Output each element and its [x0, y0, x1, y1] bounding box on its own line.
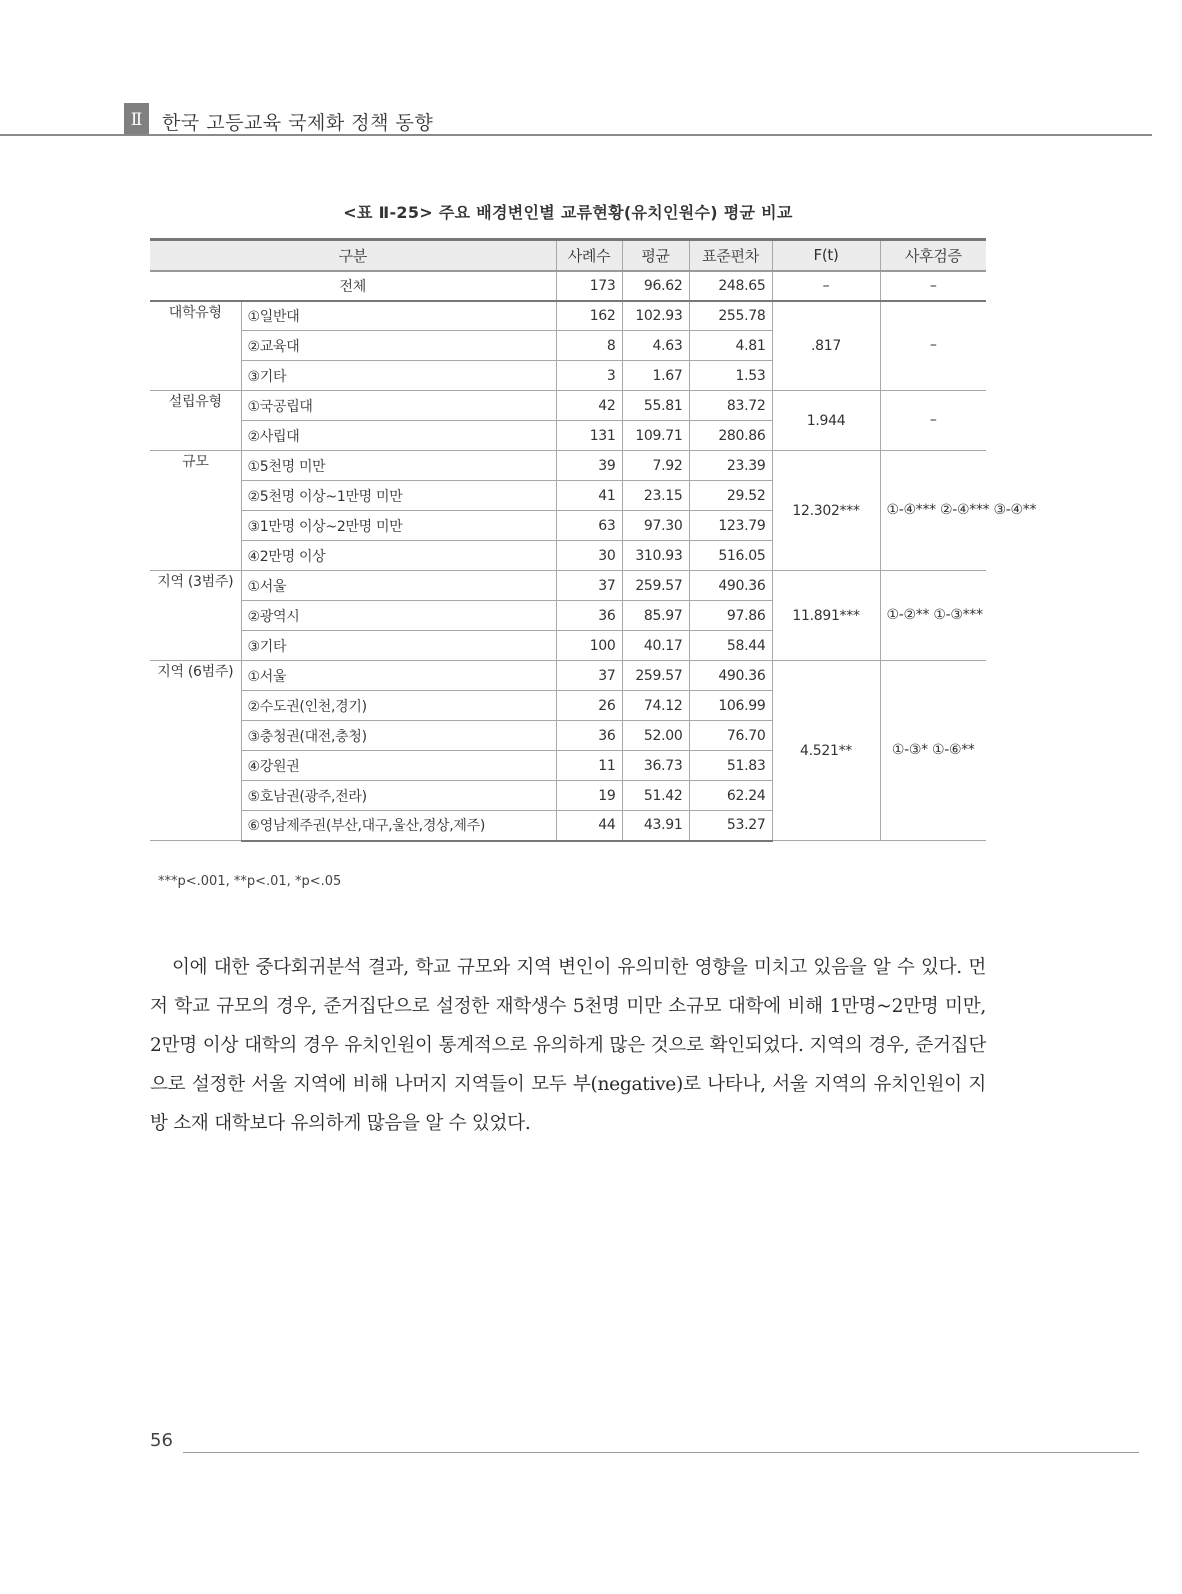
column-header-mean: 평균: [622, 240, 689, 271]
cell-f-value: .817: [772, 301, 880, 391]
cell-n: 37: [556, 661, 622, 691]
cell-f-value: 12.302***: [772, 451, 880, 571]
cell-n: 11: [556, 751, 622, 781]
cell-sd: 76.70: [689, 721, 772, 751]
group-label: 대학유형: [150, 301, 241, 391]
cell-mean: 259.57: [622, 661, 689, 691]
row-label: ②5천명 이상~1만명 미만: [241, 481, 556, 511]
cell-f-value: 4.521**: [772, 661, 880, 841]
cell-mean: 7.92: [622, 451, 689, 481]
cell-sd: 23.39: [689, 451, 772, 481]
cell-sd: 1.53: [689, 361, 772, 391]
cell-sd: 58.44: [689, 631, 772, 661]
total-n: 173: [556, 271, 622, 301]
table-footnote: ***p<.001, **p<.01, *p<.05: [158, 874, 342, 889]
cell-sd: 62.24: [689, 781, 772, 811]
footer-divider: [183, 1452, 1139, 1453]
cell-sd: 490.36: [689, 571, 772, 601]
row-label: ③충청권(대전,충청): [241, 721, 556, 751]
cell-mean: 74.12: [622, 691, 689, 721]
cell-sd: 106.99: [689, 691, 772, 721]
cell-sd: 255.78: [689, 301, 772, 331]
cell-sd: 97.86: [689, 601, 772, 631]
cell-sd: 29.52: [689, 481, 772, 511]
cell-posthoc: ①-④*** ②-④*** ③-④**: [880, 451, 986, 571]
cell-n: 100: [556, 631, 622, 661]
column-header-category: 구분: [150, 240, 556, 271]
total-mean: 96.62: [622, 271, 689, 301]
cell-mean: 51.42: [622, 781, 689, 811]
page-number: 56: [150, 1430, 173, 1451]
table-header-row: [150, 240, 986, 271]
cell-sd: 280.86: [689, 421, 772, 451]
chapter-badge: Ⅱ: [124, 103, 149, 136]
cell-posthoc: ①-③* ①-⑥**: [880, 661, 986, 841]
cell-n: 131: [556, 421, 622, 451]
row-label: ②광역시: [241, 601, 556, 631]
running-header-title: 한국 고등교육 국제화 정책 동향: [162, 112, 434, 134]
row-label: ③기타: [241, 631, 556, 661]
column-header-posthoc: 사후검증: [880, 240, 986, 271]
cell-n: 36: [556, 601, 622, 631]
row-label: ①서울: [241, 661, 556, 691]
table-row-total: [150, 271, 986, 301]
cell-posthoc: ①-②** ①-③***: [880, 571, 986, 661]
column-header-sd: 표준편차: [689, 240, 772, 271]
cell-n: 44: [556, 811, 622, 841]
column-header-f: F(t): [772, 240, 880, 271]
cell-mean: 40.17: [622, 631, 689, 661]
table-row: [150, 661, 986, 691]
body-paragraph: 이에 대한 중다회귀분석 결과, 학교 규모와 지역 변인이 유의미한 영향을 미치고 있음을 알 수 있다. 먼저 학교 규모의 경우, 준거집단으로 설정한 재학생수 5천명 미만 소규모 대학에 비해 1만명~2만명 미만, 2만명 이상 대학의 경우 유치인원이 통계적으로 유의하게 많은 것으로 확인되었다. 지역의 경우, 준거집단으로 설정한 서울 지역에 비해 나머지 지역들이 모두 부(negative)로 나타나, 서울 지역의 유치인원이 지방 소재 대학보다 유의하게 많음을 알 수 있었다.: [150, 957, 986, 1134]
table-row: [150, 391, 986, 421]
row-label: ⑤호남권(광주,전라): [241, 781, 556, 811]
cell-sd: 51.83: [689, 751, 772, 781]
cell-n: 41: [556, 481, 622, 511]
row-label: ⑥영남제주권(부산,대구,울산,경상,제주): [241, 811, 556, 841]
cell-mean: 109.71: [622, 421, 689, 451]
cell-sd: 123.79: [689, 511, 772, 541]
row-label: ③기타: [241, 361, 556, 391]
cell-mean: 97.30: [622, 511, 689, 541]
total-sd: 248.65: [689, 271, 772, 301]
row-label: ①서울: [241, 571, 556, 601]
cell-posthoc: –: [880, 391, 986, 451]
cell-mean: 55.81: [622, 391, 689, 421]
table-row: [150, 301, 986, 331]
cell-f-value: 1.944: [772, 391, 880, 451]
cell-sd: 83.72: [689, 391, 772, 421]
cell-mean: 85.97: [622, 601, 689, 631]
row-label: ①국공립대: [241, 391, 556, 421]
table-row: [150, 451, 986, 481]
row-label: ②사립대: [241, 421, 556, 451]
cell-n: 36: [556, 721, 622, 751]
cell-sd: 53.27: [689, 811, 772, 841]
table-row: [150, 571, 986, 601]
cell-posthoc: –: [880, 301, 986, 391]
row-label: ②수도권(인천,경기): [241, 691, 556, 721]
cell-n: 162: [556, 301, 622, 331]
total-label: 전체: [150, 271, 556, 301]
group-label: 규모: [150, 451, 241, 571]
cell-n: 8: [556, 331, 622, 361]
cell-n: 30: [556, 541, 622, 571]
total-f: –: [772, 271, 880, 301]
row-label: ④2만명 이상: [241, 541, 556, 571]
table-caption: <표 Ⅱ-25> 주요 배경변인별 교류현황(유치인원수) 평균 비교: [343, 203, 793, 222]
cell-mean: 102.93: [622, 301, 689, 331]
cell-sd: 516.05: [689, 541, 772, 571]
cell-n: 42: [556, 391, 622, 421]
cell-mean: 1.67: [622, 361, 689, 391]
group-label: 지역 (6범주): [150, 661, 241, 841]
cell-mean: 4.63: [622, 331, 689, 361]
cell-mean: 36.73: [622, 751, 689, 781]
total-posthoc: –: [880, 271, 986, 301]
cell-mean: 310.93: [622, 541, 689, 571]
row-label: ①5천명 미만: [241, 451, 556, 481]
cell-mean: 259.57: [622, 571, 689, 601]
row-label: ②교육대: [241, 331, 556, 361]
statistics-table: [150, 238, 1037, 842]
cell-mean: 43.91: [622, 811, 689, 841]
cell-n: 63: [556, 511, 622, 541]
group-label: 지역 (3범주): [150, 571, 241, 661]
cell-n: 26: [556, 691, 622, 721]
cell-sd: 490.36: [689, 661, 772, 691]
cell-n: 37: [556, 571, 622, 601]
group-label: 설립유형: [150, 391, 241, 451]
cell-n: 39: [556, 451, 622, 481]
cell-mean: 23.15: [622, 481, 689, 511]
header-divider: [0, 134, 1152, 136]
cell-n: 3: [556, 361, 622, 391]
row-label: ④강원권: [241, 751, 556, 781]
cell-sd: 4.81: [689, 331, 772, 361]
cell-n: 19: [556, 781, 622, 811]
row-label: ③1만명 이상~2만명 미만: [241, 511, 556, 541]
cell-f-value: 11.891***: [772, 571, 880, 661]
column-header-n: 사례수: [556, 240, 622, 271]
cell-mean: 52.00: [622, 721, 689, 751]
row-label: ①일반대: [241, 301, 556, 331]
